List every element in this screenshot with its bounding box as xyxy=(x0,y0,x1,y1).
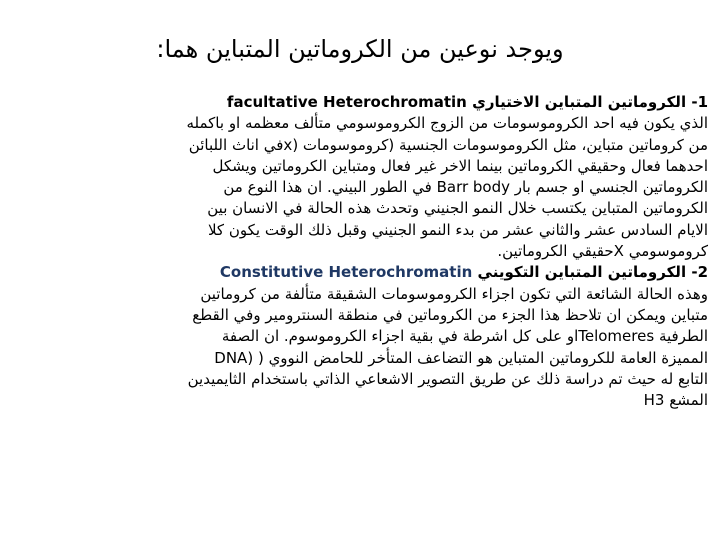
section1-line: الذي يكون فيه احد الكروموسومات من الزوج الكروموسومي متألف معظمه او باكمله xyxy=(186,114,708,133)
section2-number: 2- xyxy=(691,263,708,282)
section1-heading-en: facultative Heterochromatin xyxy=(226,93,467,111)
section1-line: احدهما فعال وحقيقي الكروماتين بينما الاخر غير فعال ومتباين الكروماتين ويشكل xyxy=(212,156,708,175)
section2-heading-ar: الكروماتين المتباين التكويني xyxy=(477,263,687,282)
section2-heading-en: Constitutive Heterochromatin xyxy=(219,263,473,282)
section1-line: كروموسومي Xحقيقي الكروماتين. xyxy=(497,242,708,261)
slide-title: ويوجد نوعين من الكروماتين المتباين هما: xyxy=(156,35,564,63)
section1-number: 1- xyxy=(691,93,708,111)
section2-heading xyxy=(12,262,708,283)
section1-heading xyxy=(12,92,708,113)
section1-line: الايام السادس عشر والثاني عشر من بدء النمو الجنيني وقبل ذلك الوقت يكون كلا xyxy=(207,220,708,239)
section1-line: الكروماتين الجنسي او جسم بار Barr body في الطور البيني. ان هذا النوع من xyxy=(223,178,708,197)
section2-line: المشع H3 xyxy=(643,391,708,410)
section1-heading-ar: الكروماتين المتباين الاختياري xyxy=(472,93,687,111)
section2-line: متباين ويمكن ان تلاحظ هذا الجزء من الكروماتين في منطقة السنترومير وفي القطع xyxy=(192,305,708,324)
section2-line: وهذه الحالة الشائعة التي تكون اجزاء الكروموسومات الشقيقة متألفة من كروماتين xyxy=(200,284,708,303)
section1-line: الكروماتين المتباين يكتسب خلال النمو الجنيني وتحدث هذه الحالة في الانسان بين xyxy=(207,199,708,218)
section2-line: المميزة العامة للكروماتين المتباين هو التضاعف المتأخر للحامض النووي ( (DNA xyxy=(214,348,708,367)
section2-line: الطرفية Telomeresاو على كل اشرطة في بقية اجزاء الكروموسوم. ان الصفة xyxy=(221,327,708,346)
section1-line: من كروماتين متباين، مثل الكروموسومات الجنسية (كروموسومات (xفي اناث اللبائن xyxy=(188,135,708,154)
section2-line: التابع له حيث تم دراسة ذلك عن طريق التصوير الاشعاعي الذاتي باستخدام الثايميدين xyxy=(187,369,708,388)
slide-body xyxy=(12,92,708,411)
